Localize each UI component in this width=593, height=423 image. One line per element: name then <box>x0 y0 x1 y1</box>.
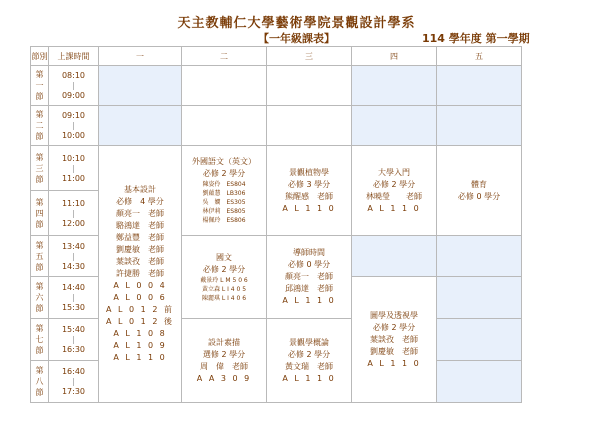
page-title: 天主教輔仁大學藝術學院景觀設計學系 <box>177 16 416 31</box>
empty-slot <box>352 106 437 146</box>
header-day-tue: 二 <box>182 47 267 66</box>
course-pe: 體育 必修 0 學分 <box>437 146 522 236</box>
course-design-drawing: 設計素描 選修 2 學分 周 偉 老師 A A 3 0 9 <box>182 319 267 403</box>
header-day-mon: 一 <box>99 47 182 66</box>
empty-slot <box>99 66 182 106</box>
period-time: 13:40 | 14:30 <box>49 236 99 277</box>
header-day-thu: 四 <box>352 47 437 66</box>
header-time: 上課時間 <box>49 47 99 66</box>
empty-slot <box>437 277 522 319</box>
period-time: 09:10 | 10:00 <box>49 106 99 146</box>
empty-slot <box>267 66 352 106</box>
schedule-table <box>30 46 522 403</box>
header-day-wed: 三 <box>267 47 352 66</box>
course-uni-intro: 大學入門 必修 2 學分 林曉瑩 老師 A L 1 1 0 <box>352 146 437 236</box>
period-label: 第 二 節 <box>31 106 49 146</box>
course-graphics: 圖學及透視學 必修 2 學分 葉談孜 老師 劉慶敏 老師 A L 1 1 0 <box>352 277 437 403</box>
empty-slot <box>99 106 182 146</box>
empty-slot <box>267 106 352 146</box>
empty-slot <box>352 236 437 277</box>
empty-slot <box>437 361 522 403</box>
period-time: 08:10 | 09:00 <box>49 66 99 106</box>
empty-slot <box>352 66 437 106</box>
empty-slot <box>437 66 522 106</box>
empty-slot <box>182 106 267 146</box>
period-time: 16:40 | 17:30 <box>49 361 99 403</box>
course-landscape-intro: 景觀學概論 必修 2 學分 黃文瑞 老師 A L 1 1 0 <box>267 319 352 403</box>
period-label: 第 八 節 <box>31 361 49 403</box>
course-mentor: 導師時間 必修 0 學分 顏亮一 老師 邱鴻達 老師 A L 1 1 0 <box>267 236 352 319</box>
period-label: 第 一 節 <box>31 66 49 106</box>
term-label: 114 學年度 第一學期 <box>422 32 530 45</box>
period-time: 11:10 | 12:00 <box>49 191 99 236</box>
page-subtitle: 【一年級課表】 <box>258 32 335 45</box>
header-period: 節別 <box>31 47 49 66</box>
course-plants: 景觀植物學 必修 3 學分 熊醒感 老師 A L 1 1 0 <box>267 146 352 236</box>
period-time: 14:40 | 15:30 <box>49 277 99 319</box>
period-time: 15:40 | 16:30 <box>49 319 99 361</box>
empty-slot <box>437 106 522 146</box>
period-label: 第 三 節 <box>31 146 49 191</box>
header-day-fri: 五 <box>437 47 522 66</box>
empty-slot <box>182 66 267 106</box>
period-time: 10:10 | 11:00 <box>49 146 99 191</box>
empty-slot <box>437 236 522 277</box>
empty-slot <box>437 319 522 361</box>
period-label: 第 七 節 <box>31 319 49 361</box>
course-chinese: 國文 必修 2 學分 戴景玲 L M 5 0 6 黃立森 L I 4 0 5 陳麗琪 L I 4 0 6 <box>182 236 267 319</box>
period-label: 第 四 節 <box>31 191 49 236</box>
course-basic-design: 基本設計 必修 4 學分 顏亮一 老師 駱鴻達 老師 鄭益豐 老師 劉慶敏 老師 葉談孜 老師 許捷勝 老師 A L 0 0 4 A L 0 0 6 A L 0 1 2 前 A L 0 1 2 後 A L 1 0 8 A L 1 0 9 A L 1 1 0 <box>99 146 182 403</box>
course-english: 外國語文（英文） 必修 2 學分 陳姿伶 ES804 劉蘊慧 LB306 吳 嫺 ES305 林伊莉 ES805 楊佩玲 ES806 <box>182 146 267 236</box>
period-label: 第 六 節 <box>31 277 49 319</box>
period-label: 第 五 節 <box>31 236 49 277</box>
